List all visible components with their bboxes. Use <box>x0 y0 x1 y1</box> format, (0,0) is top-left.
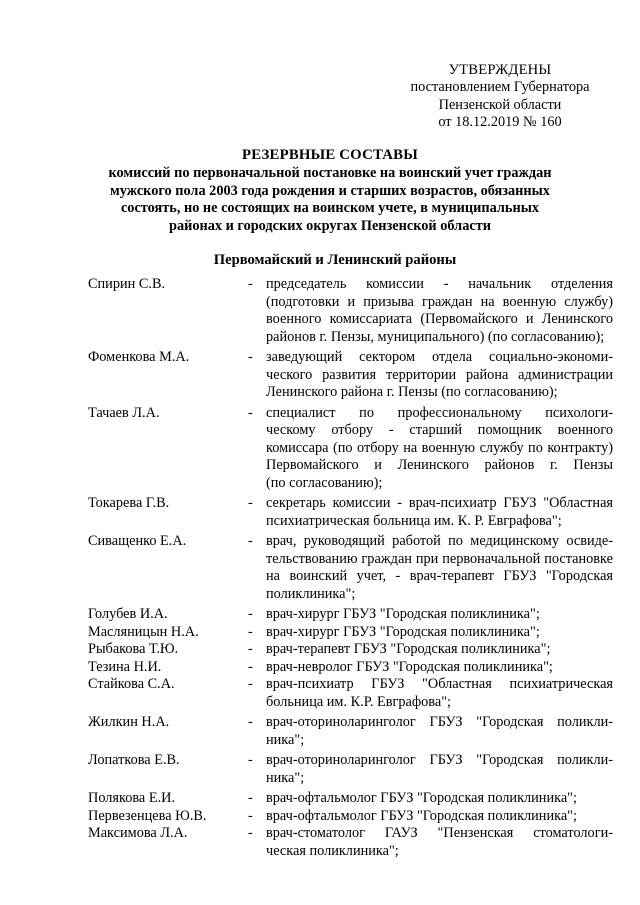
member-role-line: ника"; <box>266 731 305 748</box>
member-row <box>88 606 618 624</box>
member-role-line: врач-офтальмолог ГБУЗ "Городская поликлиника"; <box>266 807 577 824</box>
member-dash: - <box>248 606 253 622</box>
member-row <box>88 752 618 787</box>
member-role-line: секретарь комиссии - врач-психиатр ГБУЗ "Областная <box>266 495 613 511</box>
section-heading: Первомайский и Ленинский районы <box>213 252 457 268</box>
member-role <box>266 495 613 530</box>
member-role <box>266 641 613 659</box>
member-role-line: поликлиника"; <box>266 585 356 602</box>
approval-stamp <box>400 62 600 132</box>
member-role <box>266 676 613 711</box>
member-dash: - <box>248 495 253 511</box>
member-role-line: врач-невролог ГБУЗ "Городская поликлиника"; <box>266 658 553 675</box>
member-role <box>266 349 613 402</box>
member-name: Лопаткова Е.В. <box>88 752 180 768</box>
member-role-line: специалист по профессиональному психологи- <box>266 404 613 421</box>
member-role <box>266 276 613 346</box>
member-row <box>88 659 618 677</box>
member-name: Максимова Л.А. <box>88 825 188 841</box>
member-role-line: врач-психиатр ГБУЗ "Областная психиатрическая <box>266 676 613 692</box>
member-dash: - <box>248 658 253 675</box>
member-role-line: на воинский учет, - врач-терапевт ГБУЗ "Городская <box>266 568 613 584</box>
member-row <box>88 808 618 826</box>
member-row <box>88 676 618 711</box>
member-role <box>266 808 613 826</box>
member-dash: - <box>248 825 253 841</box>
member-role <box>266 405 613 493</box>
member-role-line: заведующий сектором отдела социально-экономи- <box>266 349 613 365</box>
member-role-line: ческому отбору - старший помощник военного <box>266 422 613 438</box>
member-name: Стайкова С.А. <box>88 676 175 692</box>
member-role-line: ческая поликлиника"; <box>266 842 399 859</box>
member-row <box>88 641 618 659</box>
member-role <box>266 659 613 677</box>
member-dash: - <box>248 623 253 640</box>
member-name: Рыбакова Т.Ю. <box>88 641 179 657</box>
member-name: Голубев И.А. <box>88 606 168 622</box>
member-role-line: Первомайского и Ленинского районов г. Пензы <box>266 457 613 473</box>
member-dash: - <box>248 676 253 692</box>
title-line: комиссий по первоначальной постановке на воинский учет граждан <box>108 164 552 181</box>
member-name: Тачаев Л.А. <box>88 404 160 421</box>
member-role-line: врач-хирург ГБУЗ "Городская поликлиника"; <box>266 623 540 640</box>
member-role <box>266 825 613 860</box>
member-role-line: районов г. Пензы, муниципального) (по согласованию); <box>266 328 605 345</box>
member-name: Токарева Г.В. <box>88 495 170 511</box>
member-role-line: Ленинского района г. Пензы (по согласованию); <box>266 384 558 400</box>
member-name: Тезина Н.И. <box>88 658 162 675</box>
member-role-line: военного комиссариата (Первомайского и Ленинского <box>266 311 613 327</box>
title-line: районах и городских округах Пензенской области <box>169 218 491 235</box>
member-name: Сиващенко Е.А. <box>88 533 187 549</box>
member-row <box>88 276 618 346</box>
member-dash: - <box>248 714 253 730</box>
title-main: РЕЗЕРВНЫЕ СОСТАВЫ <box>242 147 418 163</box>
member-row <box>88 790 618 808</box>
member-dash: - <box>248 349 253 365</box>
member-role-line: врач-стоматолог ГАУЗ "Пензенская стоматологи- <box>266 825 613 841</box>
member-role-line: врач-оториноларинголог ГБУЗ "Городская поликли- <box>266 714 613 730</box>
member-name: Масляницын Н.А. <box>88 623 199 640</box>
member-role-line: (по согласованию); <box>266 474 383 491</box>
member-role-line: психиатрическая больница им. К. Р. Евграфова"; <box>266 512 562 529</box>
member-role-line: председатель комиссии - начальник отделения <box>266 276 613 292</box>
member-role-line: врач, руководящий работой по медицинскому освиде- <box>266 533 613 549</box>
approval-line: постановлением Губернатора <box>410 79 590 96</box>
member-role <box>266 533 613 603</box>
member-name: Спирин С.В. <box>88 276 166 292</box>
member-role-line: ника"; <box>266 769 305 786</box>
member-role-line: врач-хирург ГБУЗ "Городская поликлиника"; <box>266 606 540 622</box>
title-line: мужского пола 2003 года рождения и старших возрастов, обязанных <box>110 182 550 199</box>
member-dash: - <box>248 276 253 292</box>
member-name: Фоменкова М.А. <box>88 349 190 365</box>
title-line: состоять, но не состоящих на воинском учете, в муниципальных <box>120 200 540 217</box>
member-name: Первезенцева Ю.В. <box>88 807 207 824</box>
member-role-line: комиссара (по отбору на военную службу по контракту) <box>266 439 613 456</box>
member-dash: - <box>248 404 253 421</box>
member-role-line: больница им. К.Р. Евграфова"; <box>266 693 452 710</box>
member-name: Полякова Е.И. <box>88 790 176 806</box>
member-role <box>266 790 613 808</box>
member-dash: - <box>248 790 253 806</box>
member-dash: - <box>248 641 253 657</box>
approval-line: Пензенской области <box>438 96 562 113</box>
member-dash: - <box>248 807 253 824</box>
member-role-line: врач-оториноларинголог ГБУЗ "Городская поликли- <box>266 752 613 768</box>
member-role-line: врач-терапевт ГБУЗ "Городская поликлиника"; <box>266 641 551 657</box>
member-row <box>88 405 618 493</box>
member-role <box>266 752 613 787</box>
member-row <box>88 624 618 642</box>
members-list <box>88 276 618 863</box>
member-role-line: врач-офтальмолог ГБУЗ "Городская поликлиника"; <box>266 790 577 806</box>
member-role <box>266 624 613 642</box>
approval-heading: УТВЕРЖДЕНЫ <box>448 62 552 78</box>
document-title <box>70 147 590 236</box>
member-role-line: ческого развития территории района администрации <box>266 366 613 383</box>
member-row <box>88 349 618 402</box>
member-role <box>266 714 613 749</box>
member-row <box>88 533 618 603</box>
member-role <box>266 606 613 624</box>
member-dash: - <box>248 752 253 768</box>
member-dash: - <box>248 533 253 549</box>
approval-date: от 18.12.2019 № 160 <box>438 114 562 131</box>
member-name: Жилкин Н.А. <box>88 714 170 730</box>
member-row <box>88 495 618 530</box>
member-row <box>88 825 618 860</box>
member-role-line: тельствованию граждан при первоначальной постановке <box>266 550 613 567</box>
member-row <box>88 714 618 749</box>
member-role-line: (подготовки и призыва граждан на военную службу) <box>266 293 613 310</box>
